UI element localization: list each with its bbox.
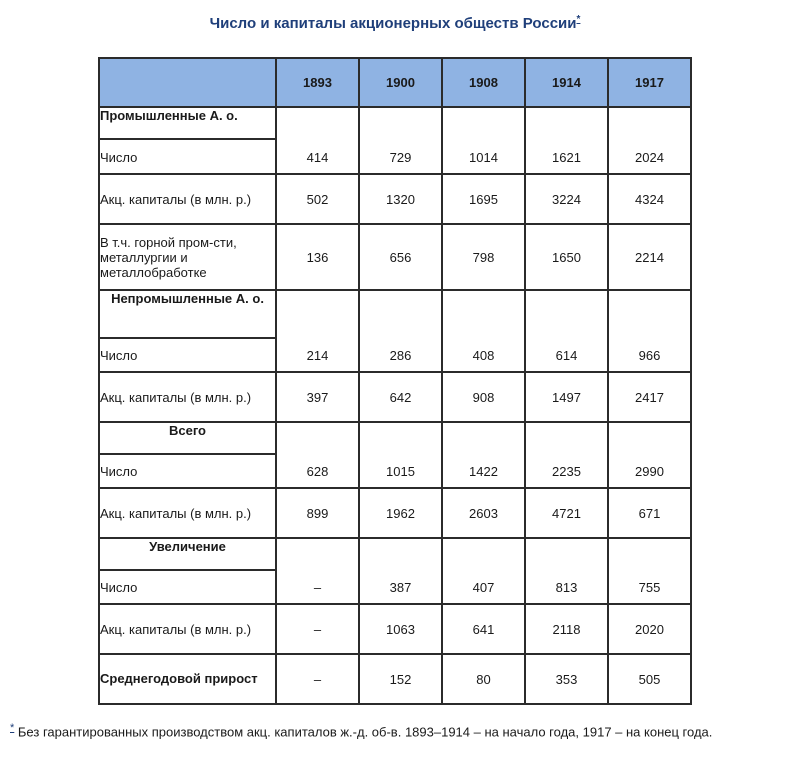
section-label: Всего [99,422,276,454]
joint-stock-companies-table [98,57,692,705]
page-title [0,14,790,32]
cell-value: – [276,604,359,654]
cell-value: 1650 [525,224,608,290]
row-label: Акц. капиталы (в млн. р.) [99,488,276,538]
cell-value: 1014 [442,139,525,174]
table-row [99,604,691,654]
cell-value: 2024 [608,139,691,174]
title-text: Число и капиталы акционерных обществ России [209,15,577,32]
section-label: Увеличение [99,538,276,570]
cell-value: 813 [525,570,608,604]
cell-value: 2990 [608,454,691,488]
cell-value: 1320 [359,174,442,224]
row-label: Среднегодовой прирост [99,654,276,704]
cell-value: 614 [525,338,608,372]
title-footnote-link[interactable]: * [576,14,581,25]
table-row [99,654,691,704]
header-year-1914: 1914 [525,58,608,107]
table-row [99,372,691,422]
table-row [99,338,691,372]
cell-value: 1497 [525,372,608,422]
cell-value: 2214 [608,224,691,290]
footnote-mark-link[interactable]: * [10,722,15,734]
cell-value: 1015 [359,454,442,488]
table-row [99,570,691,604]
cell-value: 2417 [608,372,691,422]
header-year-1900: 1900 [359,58,442,107]
section-label: Непромышленные А. о. [99,290,276,338]
section-header-row [99,290,691,338]
cell-value: 136 [276,224,359,290]
section-header-row [99,107,691,139]
cell-value: – [276,570,359,604]
cell-value: 397 [276,372,359,422]
row-label: Число [99,454,276,488]
footnote [10,722,785,739]
cell-value: 1063 [359,604,442,654]
row-label: Число [99,338,276,372]
cell-value: 1962 [359,488,442,538]
table-row [99,454,691,488]
cell-value: 908 [442,372,525,422]
cell-value: 407 [442,570,525,604]
cell-value: – [276,654,359,704]
cell-value: 642 [359,372,442,422]
cell-value: 899 [276,488,359,538]
cell-value: 80 [442,654,525,704]
row-label: Акц. капиталы (в млн. р.) [99,174,276,224]
table-header-row [99,58,691,107]
cell-value: 387 [359,570,442,604]
cell-value: 798 [442,224,525,290]
table-row [99,224,691,290]
header-year-1893: 1893 [276,58,359,107]
header-year-1908: 1908 [442,58,525,107]
cell-value: 755 [608,570,691,604]
footnote-text: Без гарантированных производством акц. капиталов ж.-д. об-в. 1893–1914 – на начало года, 1917 – на конец года. [14,724,713,740]
row-label: Число [99,139,276,174]
cell-value: 656 [359,224,442,290]
section-header-row [99,538,691,570]
cell-value: 1621 [525,139,608,174]
cell-value: 505 [608,654,691,704]
cell-value: 3224 [525,174,608,224]
cell-value: 2020 [608,604,691,654]
row-label: Число [99,570,276,604]
cell-value: 502 [276,174,359,224]
cell-value: 2603 [442,488,525,538]
cell-value: 2118 [525,604,608,654]
row-label: Акц. капиталы (в млн. р.) [99,604,276,654]
cell-value: 628 [276,454,359,488]
cell-value: 214 [276,338,359,372]
cell-value: 4324 [608,174,691,224]
row-label: Акц. капиталы (в млн. р.) [99,372,276,422]
cell-value: 286 [359,338,442,372]
cell-value: 729 [359,139,442,174]
table-row [99,488,691,538]
header-cell-empty [99,58,276,107]
section-label: Промышленные А. о. [99,107,276,139]
cell-value: 4721 [525,488,608,538]
cell-value: 966 [608,338,691,372]
cell-value: 671 [608,488,691,538]
table-row [99,139,691,174]
cell-value: 414 [276,139,359,174]
cell-value: 641 [442,604,525,654]
header-year-1917: 1917 [608,58,691,107]
cell-value: 2235 [525,454,608,488]
cell-value: 152 [359,654,442,704]
section-header-row [99,422,691,454]
cell-value: 1695 [442,174,525,224]
cell-value: 408 [442,338,525,372]
cell-value: 1422 [442,454,525,488]
cell-value: 353 [525,654,608,704]
row-label: В т.ч. горной пром-сти, металлургии и металлобработке [99,224,276,290]
table-row [99,174,691,224]
